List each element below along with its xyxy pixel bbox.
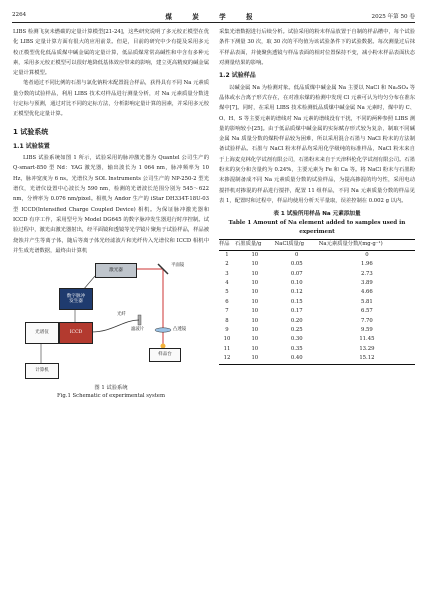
table-1 [219,239,415,364]
table-cell: 2.73 [361,270,373,277]
table-cell: 9 [225,327,229,333]
table-cell: 0.15 [290,298,303,305]
pulse-generator-box: 数字脉冲 发生器 [59,288,93,310]
table-cell: 4.66 [361,289,373,296]
table-row [219,317,415,326]
table-cell: 0.30 [290,336,303,343]
mirror-label: 平面镜 [171,263,185,269]
col-header-na-fraction: Na元素质量分数/(mg·g⁻¹) [318,241,383,248]
table-cell: 1.96 [361,261,373,268]
table-cell: 0.12 [290,289,303,296]
table-row [219,279,415,288]
table-cell: 11 [223,345,231,352]
figure-1-schematic [13,260,209,382]
table-cell: 3.89 [361,279,373,286]
table-cell: 0.17 [290,308,303,315]
right-column [219,27,415,365]
spectrometer-box: 光谱仪 [25,322,59,344]
sample-stage-box: 样品台 [149,348,181,362]
col-header-sample: 样品 [219,241,230,248]
section-1-2-paragraph: 以碱金属 Na 为检测对象。低品质煤中碱金属 Na 主要以 NaCl 和 Na₂SO₄ 等晶体或水合离子形式存在，在对准东煤的检测中发现 Cl 元素可认为均匀分布在准东煤中[7]。同时，在采用 LIBS 技术检测低品质煤中碱金属 Na 元素时，煤中的 C、O、H、S 等主要元素的谱线对 Na 元素的谱线没有干扰，不同的两种参照 LIBS 测量的影响较小[25]。由于低品质煤中碱金属的实际赋存形式较为复杂，制取不同碱金属 Na 质量分数的煤粉样品较为困难，所以采用混合石墨与 NaCl 粉末的方法制备试验样品。石墨与 NaCl 粉末样品均采用化学级纯的标准样品，NaCl 粉末来自于上海麦克林化学试剂有限公司，石墨粉末来自于天津科伦化学试剂有限公司。石墨粉末的灰分和含量约为 0.24%，主要元素为 Fe 和 Ca 等。将 NaCl 粉末与石墨粉末掺混制备成不同 Na 元素质量分数的试验样品，为提高掺混的均匀性，采用电动搅拌机对掺混的样品进行搅拌，配置 11 组样品，不同 Na 元素质量分数的样品见表 1，配置时和过程中，样品均使用分析天平量取，误差控制在 0.002 g 以内。 [219,84,415,204]
table-cell: 5 [225,289,229,296]
computer-box: 计算机 [25,363,59,379]
col-header-nacl: NaCl质量/g [274,241,304,248]
table-cell: 15.12 [359,355,375,362]
table-cell: 11.45 [359,336,375,343]
section-1-1-paragraph: LIBS 试验系统如图 1 所示，试验采用的脉冲激光器为 Quantel 公司生产的 Q-smart-850 型 Nd：YAG 激光器，输出波长为 1 064 nm，脉冲频率为 10 Hz，脉冲宽度为 6 ns。光谱仪为 SOL Instruments 公司生产的 NP-250-2 型光谱仪，光谱仪设置中心波长为 590 nm，检测的光谱波长范围分别为 545～622 nm，分辨率为 0.076 nm/pixel。相机为 Andor 生产的 iStar DH334T-18U-03 型 ICCD(Intensified Charge Coupled Device) 相机。为保证脉冲激光器和 ICCD 有序工作，采用型号为 Model DG645 的数字脉冲发生器进行时序控制。试验过程中，激光由激光器射出，经平面镜和透镜等光学镜片聚焦于试验样品，样品被烧蚀并产生等离子体，随后等离子体光经滤波片和光纤传入光谱仪和 ICCD 相机中并生成光谱数据，最终由计算机 [13,155,209,254]
table-cell: 10 [251,298,259,305]
table-cell: 10 [251,270,259,277]
table-cell: 10 [223,336,231,343]
table-row [219,298,415,307]
left-column [13,27,209,400]
table-cell: 6.57 [361,308,373,315]
table-cell: 10 [251,261,259,268]
table-cell: 10 [251,355,259,362]
filter-label: 滤波片 [131,327,145,333]
section-1-1-title: 1.1 试验装置 [13,142,50,150]
table-cell: 3 [225,270,229,277]
table-cell: 13.29 [359,345,375,352]
continuation-paragraph: 采集光谱数据进行后续分析。试验采用的粉末样品放置于自制的样品槽中，每个试验条件下测量 30 次，取 30 次的平均值为该试验条件下的试验数据。每次测量过后抹平样品表面，并使聚焦透镜与样品表面的相对位置保持不变，减小粉末样品表面状态对测量结果的影响。 [219,29,415,66]
laser-box: 激光器 [95,263,137,278]
table-1-title-cn [219,210,415,219]
table-cell: 10 [251,336,259,343]
table-cell: 0.07 [290,270,303,277]
table-row [219,335,415,344]
table-cell: 10 [251,345,259,352]
table-1-title-en: Table 1 Amount of Na element added to samples used in experiment [228,220,406,236]
table-cell: 7 [225,308,229,315]
figure-caption-cn: 图 1 试验系统 [94,385,128,392]
header-rule [12,22,415,23]
table-row [219,260,415,269]
table-cell: 1 [225,251,229,258]
table-row [219,326,415,335]
volume-info: 2025 年第 50 卷 [371,14,415,20]
page-header [12,10,415,22]
table-cell: 0.40 [290,355,303,362]
table-cell: 5.81 [361,298,373,305]
table-cell: 12 [223,355,231,362]
table-row [219,250,415,260]
col-header-graphite: 石墨质量/g [234,241,262,248]
table-cell: 4 [225,279,229,286]
journal-title: 煤 炭 学 报 [165,13,262,21]
fiber-label: 光纤 [117,312,126,318]
table-row [219,354,415,364]
table-row [219,270,415,279]
table-cell: 0.25 [290,327,303,333]
table-title-cn-text: 表 1 试验所用样品 Na 元素添加量 [273,211,361,218]
section-1-2-title: 1.2 试验样品 [219,72,256,80]
table-cell: 10 [251,327,259,333]
table-cell: 0.20 [290,317,303,324]
table-row [219,288,415,297]
table-row [219,307,415,316]
table-cell: 0 [365,251,369,258]
intro-paragraph-2: 笔者通过不同比例的石墨与氯化钠粉末配置混合样品，获得具有不同 Na 元素质量分数的试验样品，利用 LIBS 技术对样品进行测量分析，对 Na 元素质量分数进行定标与预测，通过对比不同的定标方法，分析影响定量计算的因素，并采用多元校正模型优化定量计算。 [13,80,209,118]
table-cell: 10 [251,251,259,258]
figure-caption-en: Fig.1 Schematic of experimental system [57,393,165,400]
table-cell: 0.35 [290,345,303,352]
table-cell: 10 [251,308,259,315]
table-header-row [219,240,415,251]
table-cell: 9.59 [361,327,373,333]
table-body [219,250,415,364]
iccd-box: ICCD [59,322,93,344]
section-1-title: 1 试验系统 [13,127,49,136]
intro-paragraph-1: LIBS 检测飞灰未燃碳的定量计算模型[21-24]，这些研究说明了多元校正模型在优化 LIBS 定量计算方面有很大的应用前景。但是，目前的研究中少有提及采用多元校正模型优化低品质煤中碱金属的定量计算，低品质煤常常高碱性和中含有多种元素，采用多元校正模型可以很好地降低基体效应带来的影响，建立更高精度的碱金属定量计算模型。 [13,29,209,77]
table-cell: 0.10 [290,279,303,286]
table-cell: 10 [251,289,259,296]
table-row [219,345,415,354]
table-cell: 10 [251,279,259,286]
table-cell: 0.05 [290,261,303,268]
page-number: 2264 [12,12,27,18]
table-cell: 7.70 [361,317,373,324]
lens-label: 凸透镜 [173,327,187,333]
table-cell: 2 [225,261,229,268]
table-cell: 0 [295,251,299,258]
table-cell: 6 [225,298,229,305]
table-cell: 10 [251,317,259,324]
table-cell: 8 [225,317,229,324]
